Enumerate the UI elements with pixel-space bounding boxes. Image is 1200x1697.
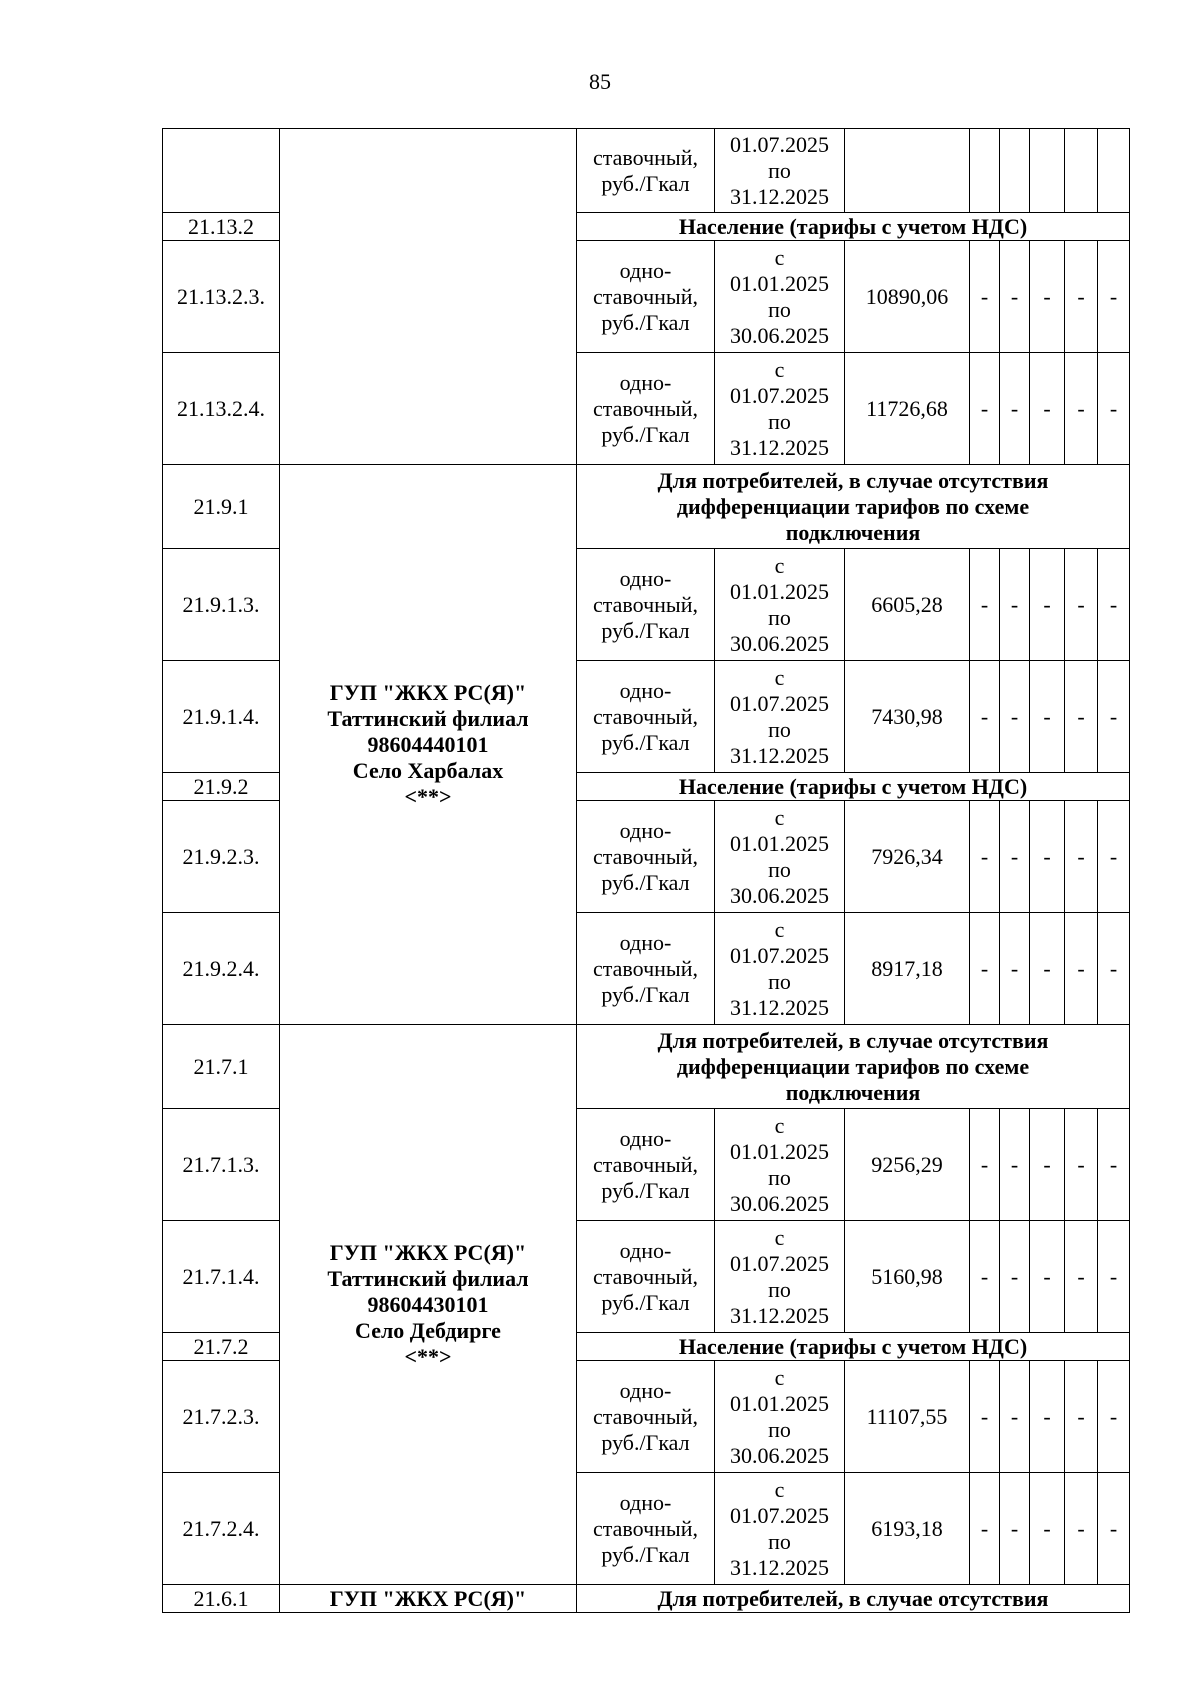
item-code-cell: 21.9.1.3. — [163, 549, 280, 661]
dash-cell: - — [1000, 353, 1030, 465]
dash-cell: - — [970, 1473, 1000, 1585]
dash-cell: - — [1065, 241, 1098, 353]
dash-cell: - — [1000, 801, 1030, 913]
dash-cell: - — [1000, 1109, 1030, 1221]
dash-cell: - — [1065, 801, 1098, 913]
dash-cell: - — [1098, 549, 1130, 661]
dash-cell: - — [1065, 1473, 1098, 1585]
tariff-table — [162, 128, 1130, 1613]
dash-cell: - — [1098, 1221, 1130, 1333]
table-row — [163, 129, 1130, 213]
organization-cell: ГУП "ЖКХ РС(Я)" Таттинский филиал 98604440101 Село Харбалах <**> — [280, 465, 577, 1025]
tariff-value-cell: 11726,68 — [845, 353, 970, 465]
rate-type-cell: одно- ставочный, руб./Гкал — [577, 801, 715, 913]
dash-cell: - — [1000, 661, 1030, 773]
period-cell: с 01.07.2025 по 31.12.2025 — [715, 1473, 845, 1585]
dash-cell: - — [1065, 549, 1098, 661]
dash-cell: - — [1098, 1109, 1130, 1221]
dash-cell: - — [1030, 801, 1065, 913]
page-number: 85 — [589, 69, 611, 94]
dash-cell: - — [1000, 1361, 1030, 1473]
code-cell — [163, 129, 280, 213]
dash-cell: - — [1030, 549, 1065, 661]
dash-cell: - — [970, 353, 1000, 465]
dash-cell: - — [1065, 661, 1098, 773]
period-cell: с 01.07.2025 по 31.12.2025 — [715, 661, 845, 773]
dash-cell: - — [1065, 353, 1098, 465]
organization-cell — [280, 129, 577, 465]
item-code-cell: 21.7.1.3. — [163, 1109, 280, 1221]
rate-type-cell: одно- ставочный, руб./Гкал — [577, 549, 715, 661]
dash-cell: - — [970, 1109, 1000, 1221]
tariff-value-cell: 6193,18 — [845, 1473, 970, 1585]
dash-cell: - — [970, 1361, 1000, 1473]
rate-type-cell: одно- ставочный, руб./Гкал — [577, 241, 715, 353]
dash-cell: - — [970, 661, 1000, 773]
dash-cell: - — [970, 549, 1000, 661]
organization-cell: ГУП "ЖКХ РС(Я)" — [280, 1585, 577, 1613]
dash-cell: - — [1098, 913, 1130, 1025]
dash-cell: - — [970, 913, 1000, 1025]
dash-cell: - — [1098, 1473, 1130, 1585]
dash-cell: - — [1000, 1221, 1030, 1333]
period-cell: с 01.01.2025 по 30.06.2025 — [715, 549, 845, 661]
item-code-cell: 21.9.1.4. — [163, 661, 280, 773]
dash-cell: - — [1030, 353, 1065, 465]
section-title-cell: Для потребителей, в случае отсутствия — [577, 1585, 1130, 1613]
section-code-cell: 21.6.1 — [163, 1585, 280, 1613]
dash-cell: - — [1098, 353, 1130, 465]
empty-cell — [1098, 129, 1130, 213]
dash-cell: - — [1098, 661, 1130, 773]
tariff-value-cell: 6605,28 — [845, 549, 970, 661]
tariff-value-cell: 9256,29 — [845, 1109, 970, 1221]
section-title-cell: Население (тарифы с учетом НДС) — [577, 1333, 1130, 1361]
empty-cell — [1030, 129, 1065, 213]
section-code-cell: 21.7.1 — [163, 1025, 280, 1109]
empty-cell — [970, 129, 1000, 213]
dash-cell: - — [1030, 241, 1065, 353]
item-code-cell: 21.7.1.4. — [163, 1221, 280, 1333]
item-code-cell: 21.7.2.3. — [163, 1361, 280, 1473]
dash-cell: - — [1030, 913, 1065, 1025]
section-title-cell: Население (тарифы с учетом НДС) — [577, 773, 1130, 801]
section-code-cell: 21.9.1 — [163, 465, 280, 549]
period-cell: с 01.01.2025 по 30.06.2025 — [715, 801, 845, 913]
section-title-cell: Население (тарифы с учетом НДС) — [577, 213, 1130, 241]
dash-cell: - — [1098, 801, 1130, 913]
table-row — [163, 465, 1130, 549]
rate-type-cell: ставочный, руб./Гкал — [577, 129, 715, 213]
empty-cell — [845, 129, 970, 213]
period-cell: с 01.07.2025 по 31.12.2025 — [715, 1221, 845, 1333]
dash-cell: - — [1000, 241, 1030, 353]
dash-cell: - — [1065, 1109, 1098, 1221]
rate-type-cell: одно- ставочный, руб./Гкал — [577, 1361, 715, 1473]
tariff-value-cell: 7926,34 — [845, 801, 970, 913]
dash-cell: - — [1000, 1473, 1030, 1585]
empty-cell — [1065, 129, 1098, 213]
item-code-cell: 21.9.2.4. — [163, 913, 280, 1025]
tariff-value-cell: 5160,98 — [845, 1221, 970, 1333]
tariff-value-cell: 10890,06 — [845, 241, 970, 353]
rate-type-cell: одно- ставочный, руб./Гкал — [577, 661, 715, 773]
table-row — [163, 1025, 1130, 1109]
dash-cell: - — [1065, 1361, 1098, 1473]
period-cell: с 01.07.2025 по 31.12.2025 — [715, 353, 845, 465]
dash-cell: - — [970, 801, 1000, 913]
section-code-cell: 21.7.2 — [163, 1333, 280, 1361]
period-cell: с 01.01.2025 по 30.06.2025 — [715, 241, 845, 353]
table-row — [163, 1585, 1130, 1613]
rate-type-cell: одно- ставочный, руб./Гкал — [577, 913, 715, 1025]
item-code-cell: 21.7.2.4. — [163, 1473, 280, 1585]
rate-type-cell: одно- ставочный, руб./Гкал — [577, 353, 715, 465]
section-title-cell: Для потребителей, в случае отсутствия дифференциации тарифов по схеме подключения — [577, 465, 1130, 549]
section-title-cell: Для потребителей, в случае отсутствия дифференциации тарифов по схеме подключения — [577, 1025, 1130, 1109]
section-code-cell: 21.13.2 — [163, 213, 280, 241]
dash-cell: - — [1030, 1361, 1065, 1473]
dash-cell: - — [1030, 1109, 1065, 1221]
period-cell: с 01.01.2025 по 30.06.2025 — [715, 1361, 845, 1473]
dash-cell: - — [970, 1221, 1000, 1333]
rate-type-cell: одно- ставочный, руб./Гкал — [577, 1109, 715, 1221]
dash-cell: - — [1065, 1221, 1098, 1333]
item-code-cell: 21.13.2.3. — [163, 241, 280, 353]
rate-type-cell: одно- ставочный, руб./Гкал — [577, 1221, 715, 1333]
rate-type-cell: одно- ставочный, руб./Гкал — [577, 1473, 715, 1585]
dash-cell: - — [1030, 1221, 1065, 1333]
section-code-cell: 21.9.2 — [163, 773, 280, 801]
empty-cell — [1000, 129, 1030, 213]
dash-cell: - — [1000, 549, 1030, 661]
tariff-value-cell: 7430,98 — [845, 661, 970, 773]
period-cell: 01.07.2025 по 31.12.2025 — [715, 129, 845, 213]
tariff-value-cell: 11107,55 — [845, 1361, 970, 1473]
dash-cell: - — [1030, 1473, 1065, 1585]
organization-cell: ГУП "ЖКХ РС(Я)" Таттинский филиал 98604430101 Село Дебдирге <**> — [280, 1025, 577, 1585]
dash-cell: - — [970, 241, 1000, 353]
period-cell: с 01.07.2025 по 31.12.2025 — [715, 913, 845, 1025]
dash-cell: - — [1030, 661, 1065, 773]
period-cell: с 01.01.2025 по 30.06.2025 — [715, 1109, 845, 1221]
dash-cell: - — [1098, 241, 1130, 353]
item-code-cell: 21.9.2.3. — [163, 801, 280, 913]
item-code-cell: 21.13.2.4. — [163, 353, 280, 465]
dash-cell: - — [1065, 913, 1098, 1025]
dash-cell: - — [1000, 913, 1030, 1025]
tariff-value-cell: 8917,18 — [845, 913, 970, 1025]
dash-cell: - — [1098, 1361, 1130, 1473]
